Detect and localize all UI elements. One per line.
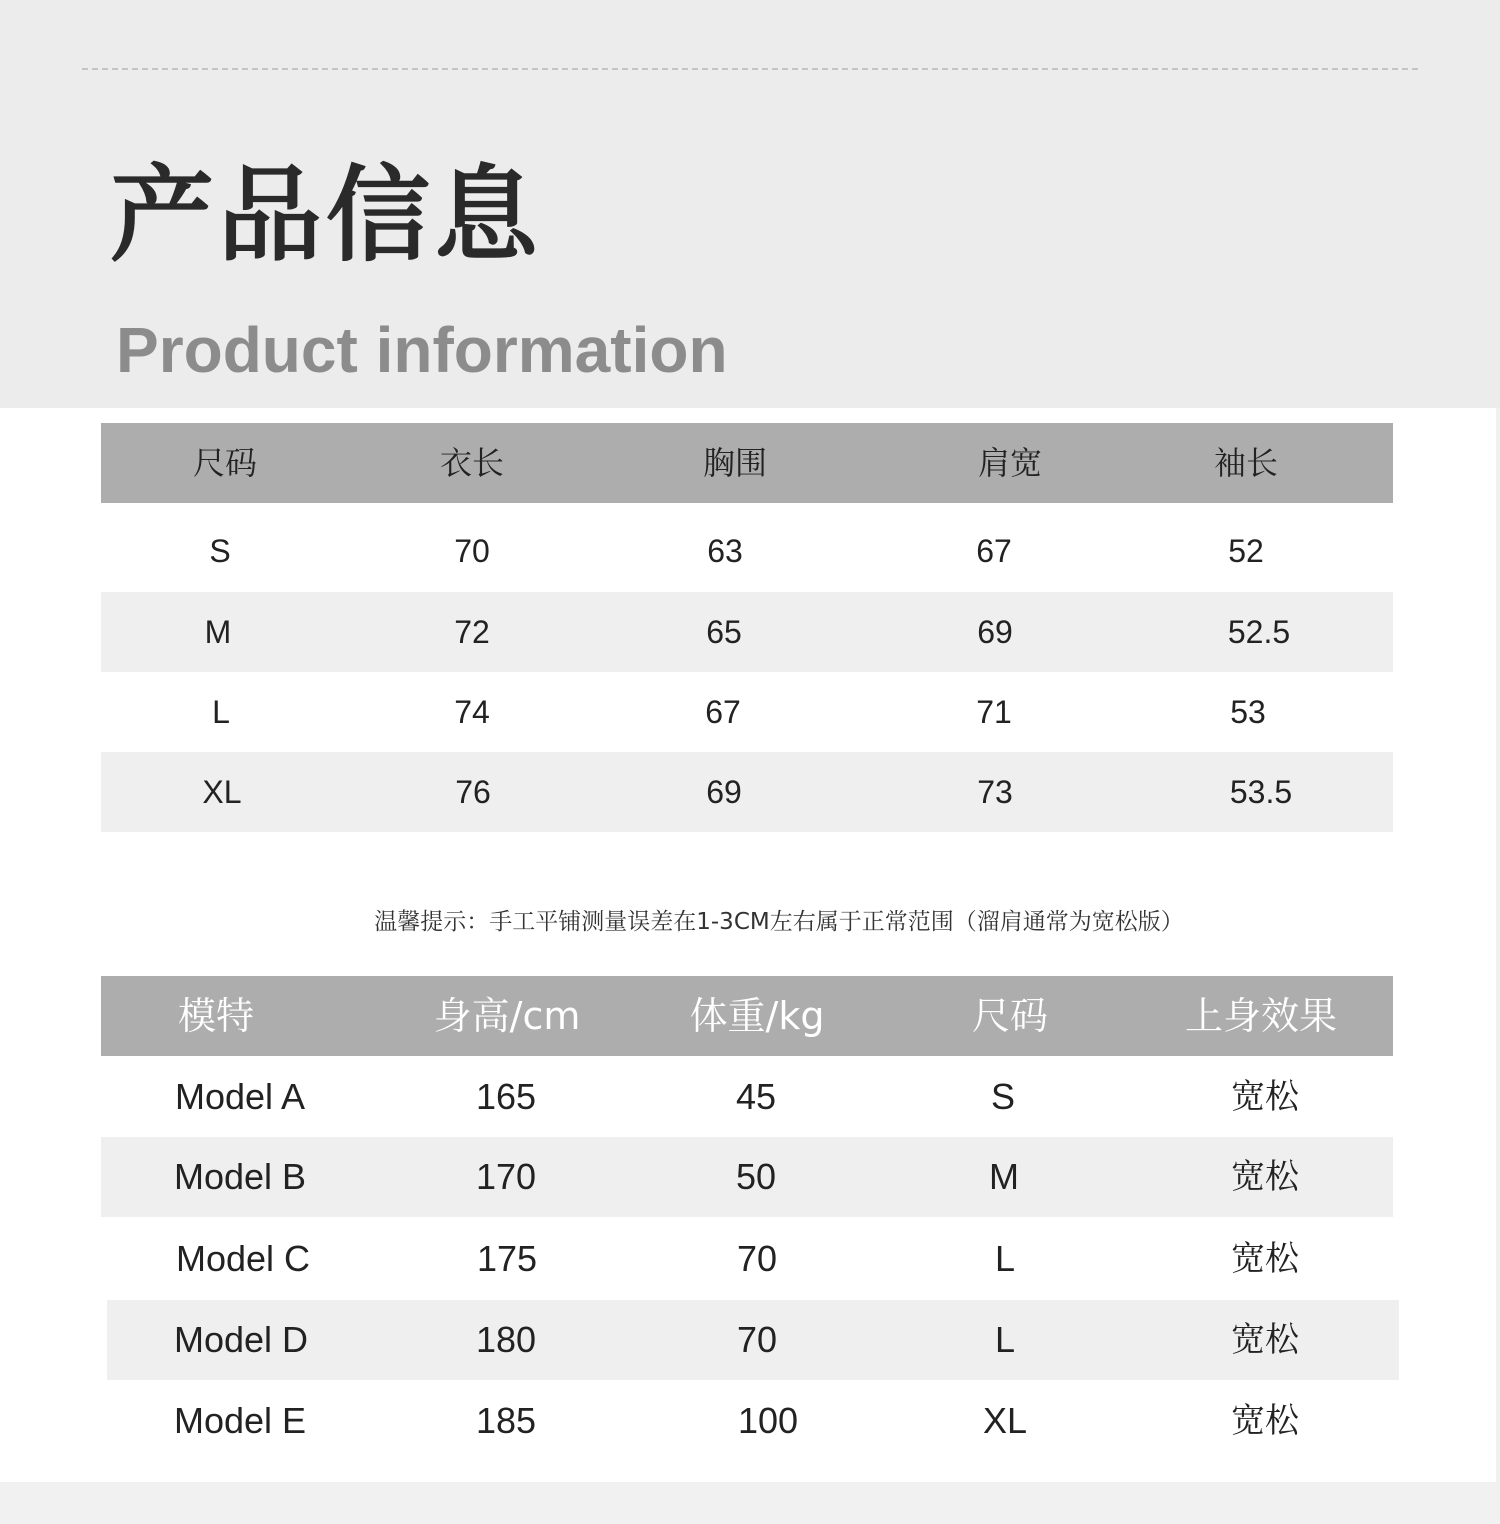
table-cell: Model C — [175, 1238, 311, 1279]
table-cell: S — [209, 533, 231, 569]
table-row — [107, 1300, 1399, 1380]
table-cell: 72 — [454, 614, 490, 650]
table-cell: 69 — [706, 774, 742, 810]
table-cell: 165 — [475, 1076, 537, 1117]
table-row — [101, 511, 1393, 591]
size-table-header — [101, 423, 1393, 503]
measurement-tip: 温馨提示：手工平铺测量误差在1-3CM左右属于正常范围（溜肩通常为宽松版） — [374, 909, 1184, 935]
table-cell: 52.5 — [1227, 614, 1291, 650]
table-cell: Model E — [173, 1400, 307, 1441]
table-row — [101, 1381, 1393, 1461]
table-cell: 53.5 — [1229, 774, 1293, 810]
table-cell: 67 — [705, 694, 741, 730]
table-cell: 65 — [706, 614, 742, 650]
model-table-header — [101, 976, 1393, 1056]
table-cell: 70 — [736, 1238, 778, 1279]
table-cell: 100 — [737, 1400, 799, 1441]
table-row — [101, 672, 1393, 752]
table-cell: M — [204, 614, 232, 650]
table-cell: 180 — [475, 1319, 537, 1360]
table-row — [101, 1057, 1393, 1137]
header-cell-height: 身高/cm — [433, 994, 581, 1038]
table-cell: Model B — [173, 1156, 307, 1197]
table-cell: 71 — [976, 694, 1012, 730]
table-cell: Model D — [173, 1319, 309, 1360]
header-cell-weight: 体重/kg — [689, 994, 825, 1038]
table-cell: 67 — [976, 533, 1012, 569]
header-cell-size: 尺码 — [971, 994, 1049, 1038]
table-cell: 53 — [1230, 694, 1266, 730]
table-cell: L — [994, 1238, 1016, 1279]
table-cell: 宽松 — [1231, 1239, 1299, 1279]
dashed-divider — [82, 68, 1418, 70]
header-area — [0, 0, 1500, 408]
table-cell: 70 — [454, 533, 490, 569]
table-cell: 宽松 — [1231, 1157, 1299, 1197]
header-cell-size: 尺码 — [192, 445, 258, 481]
header-cell-chest: 胸围 — [702, 445, 768, 481]
table-cell: L — [994, 1319, 1016, 1360]
table-cell: 70 — [736, 1319, 778, 1360]
page-title: 产品信息 — [110, 154, 543, 276]
table-cell: 宽松 — [1231, 1401, 1299, 1441]
table-cell: 52 — [1228, 533, 1264, 569]
table-cell: M — [989, 1156, 1019, 1197]
table-cell: 50 — [735, 1156, 777, 1197]
table-cell: 宽松 — [1231, 1320, 1299, 1360]
table-cell: 175 — [476, 1238, 538, 1279]
table-cell: 74 — [454, 694, 490, 730]
header-cell-length: 衣长 — [439, 445, 505, 481]
table-row — [101, 592, 1393, 672]
header-cell-shoulder: 肩宽 — [977, 445, 1043, 481]
header-cell-fit: 上身效果 — [1184, 994, 1338, 1038]
page-subtitle: Product information — [116, 314, 728, 386]
table-row — [101, 1137, 1393, 1217]
header-cell-model: 模特 — [177, 994, 255, 1038]
table-cell: 170 — [475, 1156, 537, 1197]
table-row — [101, 752, 1393, 832]
table-cell: XL — [982, 1400, 1028, 1441]
table-cell: 宽松 — [1231, 1077, 1299, 1117]
table-row — [101, 1219, 1393, 1299]
header-cell-sleeve: 袖长 — [1213, 445, 1279, 481]
table-cell: Model A — [174, 1076, 306, 1117]
table-cell: 69 — [977, 614, 1013, 650]
table-cell: 63 — [707, 533, 743, 569]
table-cell: 185 — [475, 1400, 537, 1441]
table-cell: 73 — [977, 774, 1013, 810]
table-cell: 45 — [735, 1076, 777, 1117]
table-cell: XL — [202, 774, 242, 810]
table-cell: S — [990, 1076, 1016, 1117]
table-cell: L — [212, 694, 230, 730]
table-cell: 76 — [455, 774, 491, 810]
